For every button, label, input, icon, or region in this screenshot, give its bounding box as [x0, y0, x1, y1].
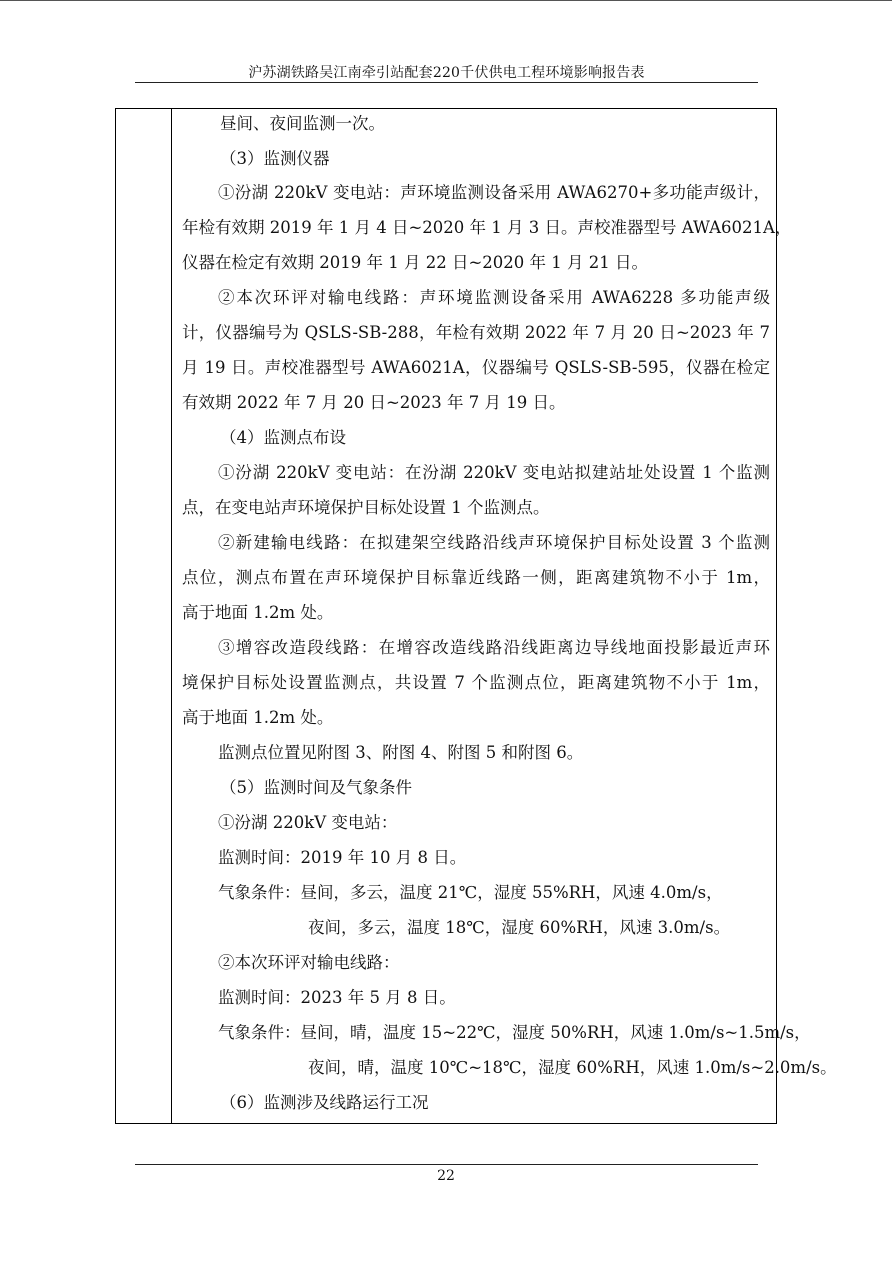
- body-line-8: 月 19 日。声校准器型号 AWA6021A，仪器编号 QSLS-SB-595，仪器在检定: [182, 358, 770, 377]
- body-line-1: 昼间、夜间监测一次。: [220, 114, 385, 133]
- body-line-12: 点，在变电站声环境保护目标处设置 1 个监测点。: [182, 498, 550, 517]
- body-line-27: 气象条件：昼间，晴，温度 15~22℃，湿度 50%RH，风速 1.0m/s~1.5m/s，: [218, 1023, 811, 1042]
- body-line-16: ③增容改造段线路：在增容改造线路沿线距离边导线地面投影最近声环: [218, 638, 770, 657]
- body-line-21: ①汾湖 220kV 变电站：: [218, 813, 398, 832]
- body-line-19: 监测点位置见附图 3、附图 4、附图 5 和附图 6。: [218, 743, 584, 762]
- body-line-18: 高于地面 1.2m 处。: [182, 708, 334, 727]
- body-line-28: 夜间，晴，温度 10℃~18℃，湿度 60%RH，风速 1.0m/s~2.0m/s。: [308, 1058, 837, 1077]
- body-line-5: 仪器在检定有效期 2019 年 1 月 22 日~2020 年 1 月 21 日。: [182, 253, 648, 272]
- header-divider: [135, 82, 758, 83]
- body-line-4: 年检有效期 2019 年 1 月 4 日~2020 年 1 月 3 日。声校准器型号 AWA6021A，: [182, 218, 792, 237]
- report-header-title: 沪苏湖铁路吴江南牵引站配套220千伏供电工程环境影响报告表: [248, 65, 645, 81]
- body-line-11: ①汾湖 220kV 变电站：在汾湖 220kV 变电站拟建站址处设置 1 个监测: [218, 463, 770, 482]
- body-line-6: ②本次环评对输电线路：声环境监测设备采用 AWA6228 多功能声级: [218, 288, 770, 307]
- section-heading-instruments: （3）监测仪器: [220, 149, 330, 168]
- body-line-13: ②新建输电线路：在拟建架空线路沿线声环境保护目标处设置 3 个监测: [218, 533, 770, 552]
- section-heading-time-weather: （5）监测时间及气象条件: [220, 778, 412, 797]
- body-line-7: 计，仪器编号为 QSLS-SB-288，年检有效期 2022 年 7 月 20 日~2023 年 7: [182, 323, 770, 342]
- table-left-column-divider: [171, 109, 172, 1123]
- body-line-25: ②本次环评对输电线路：: [218, 953, 400, 972]
- body-line-22: 监测时间：2019 年 10 月 8 日。: [218, 848, 467, 867]
- section-heading-line-conditions: （6）监测涉及线路运行工况: [220, 1093, 429, 1112]
- body-line-9: 有效期 2022 年 7 月 20 日~2023 年 7 月 19 日。: [182, 393, 566, 412]
- page-number: 22: [437, 1168, 455, 1184]
- page-top-border: [0, 0, 892, 1]
- body-line-24: 夜间，多云，温度 18℃，湿度 60%RH，风速 3.0m/s。: [308, 918, 731, 937]
- body-line-15: 高于地面 1.2m 处。: [182, 603, 334, 622]
- footer-divider: [135, 1164, 758, 1165]
- body-line-26: 监测时间：2023 年 5 月 8 日。: [218, 988, 456, 1007]
- body-line-14: 点位，测点布置在声环境保护目标靠近线路一侧，距离建筑物不小于 1m，: [182, 568, 770, 587]
- body-line-23: 气象条件：昼间，多云，温度 21℃，湿度 55%RH，风速 4.0m/s，: [218, 883, 723, 902]
- section-heading-monitoring-points: （4）监测点布设: [220, 428, 346, 447]
- body-line-3: ①汾湖 220kV 变电站：声环境监测设备采用 AWA6270+多功能声级计，: [218, 183, 770, 202]
- content-table-frame: [115, 108, 837, 1124]
- body-line-17: 境保护目标处设置监测点，共设置 7 个监测点位，距离建筑物不小于 1m，: [182, 673, 770, 692]
